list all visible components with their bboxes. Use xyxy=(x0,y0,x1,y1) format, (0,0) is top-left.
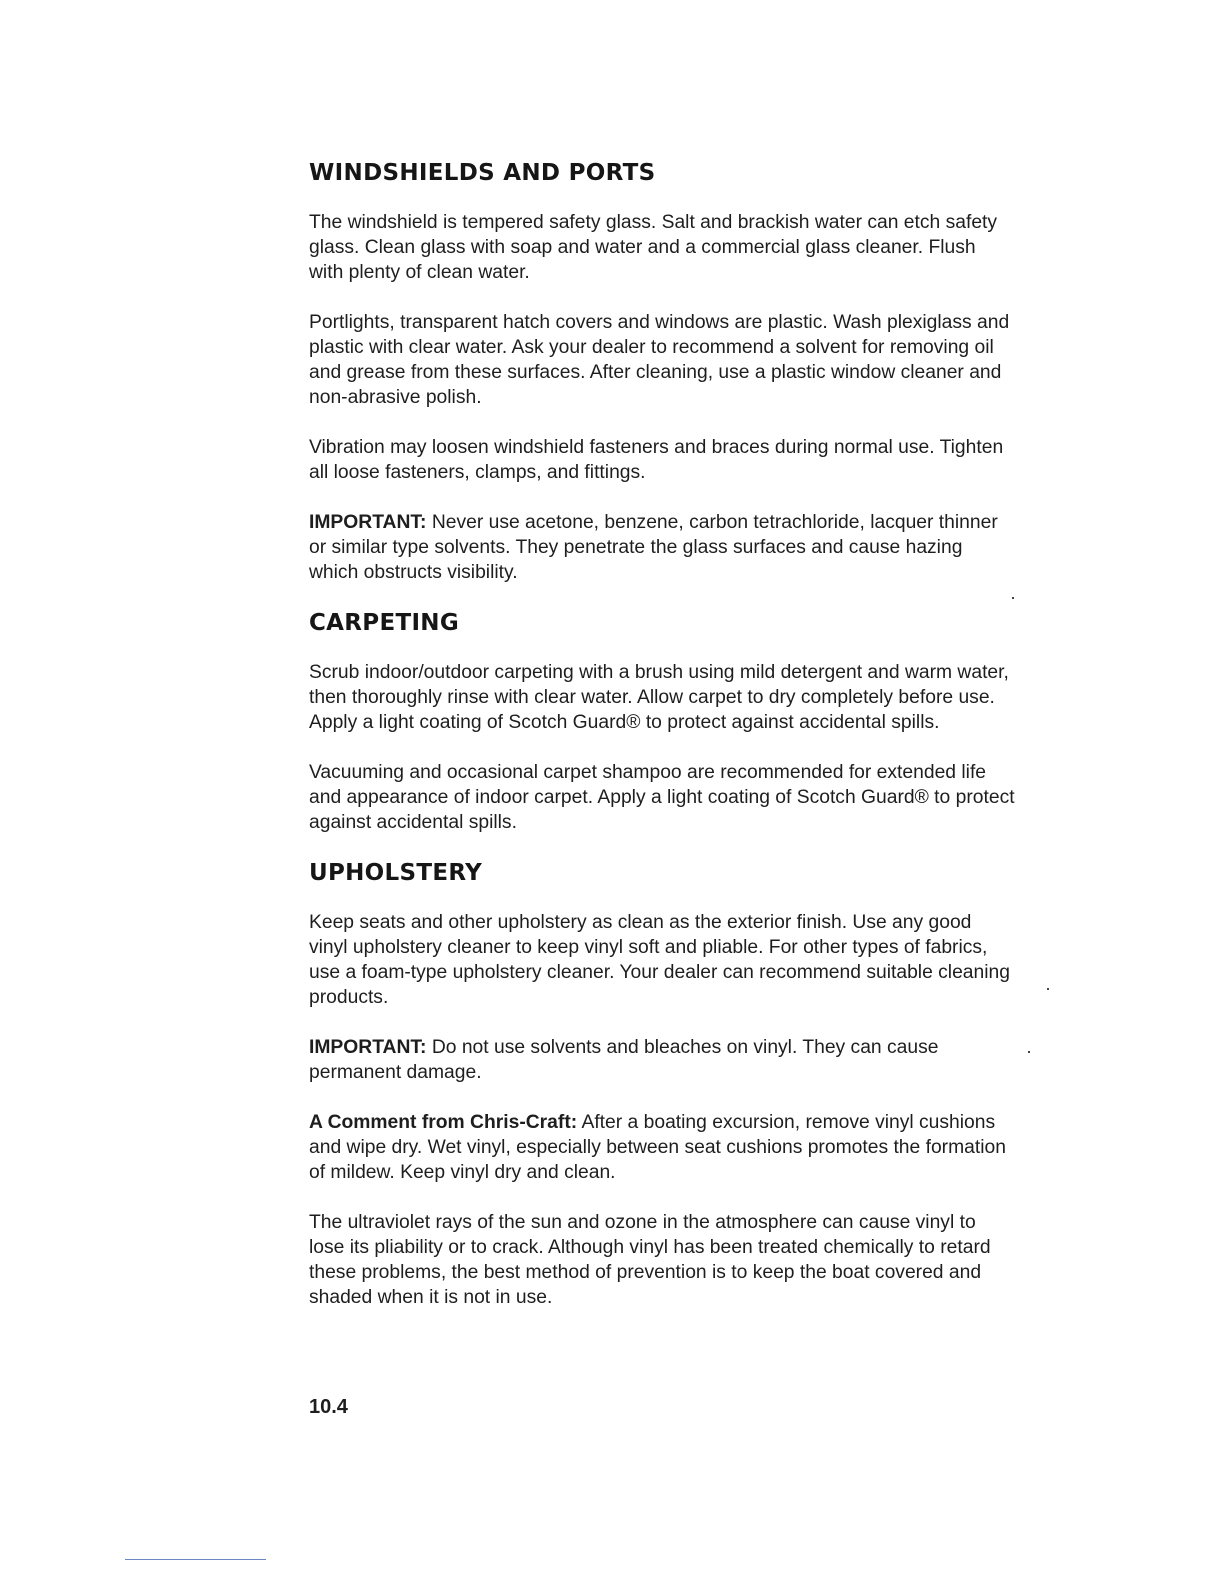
paragraph xyxy=(309,1210,1015,1310)
paragraph xyxy=(309,910,1015,1010)
paragraph xyxy=(309,435,1015,485)
paragraph-text: Do not use solvents and bleaches on vinyl. They can cause permanent damage. xyxy=(309,1037,939,1083)
paragraph xyxy=(309,660,1015,735)
important-label: IMPORTANT: xyxy=(309,1037,427,1058)
comment-note xyxy=(309,1110,1015,1185)
paragraph-text: After a boating excursion, remove vinyl cushions and wipe dry. Wet vinyl, especially between seat cushions promotes the formation of mildew. Keep vinyl dry and clean. xyxy=(309,1112,1006,1183)
page-content xyxy=(309,160,1015,1335)
section-carpeting xyxy=(309,610,1015,835)
paragraph xyxy=(309,210,1015,285)
paragraph-text: Vacuuming and occasional carpet shampoo are recommended for extended life and appearance of indoor carpet. Apply a light coating of Scotch Guard® to protect against accidental spills. xyxy=(309,762,1015,833)
important-note xyxy=(309,1035,1015,1085)
paragraph-text: Portlights, transparent hatch covers and windows are plastic. Wash plexiglass and plastic with clear water. Ask your dealer to recommend a solvent for removing oil and grease from these surfaces. After cleaning, use a plastic window cleaner and non-abrasive polish. xyxy=(309,312,1010,408)
paragraph-text: Keep seats and other upholstery as clean as the exterior finish. Use any good vinyl upholstery cleaner to keep vinyl soft and pliable. For other types of fabrics, use a foam-type upholstery cleaner. Your dealer can recommend suitable cleaning products. xyxy=(309,912,1010,1008)
paragraph-text: The windshield is tempered safety glass. Salt and brackish water can etch safety glass. Clean glass with soap and water and a commercial glass cleaner. Flush with plenty of clean water. xyxy=(309,212,998,283)
important-note xyxy=(309,510,1015,585)
scan-edge-line xyxy=(125,1559,266,1560)
comment-label: A Comment from Chris-Craft: xyxy=(309,1112,578,1133)
paragraph-text: Vibration may loosen windshield fasteners and braces during normal use. Tighten all loose fasteners, clamps, and fittings. xyxy=(309,437,1004,483)
paragraph-text: Scrub indoor/outdoor carpeting with a brush using mild detergent and warm water, then thoroughly rinse with clear water. Allow carpet to dry completely before use. Apply a light coating of Scotch Guard® to protect against accidental spills. xyxy=(309,662,1009,733)
paragraph xyxy=(309,310,1015,410)
important-label: IMPORTANT: xyxy=(309,512,427,533)
paragraph-text: The ultraviolet rays of the sun and ozone in the atmosphere can cause vinyl to lose its pliability or to crack. Although vinyl has been treated chemically to retard these problems, the best method of prevention is to keep the boat covered and shaded when it is not in use. xyxy=(309,1212,991,1308)
page-number: 10.4 xyxy=(309,1396,348,1418)
paragraph-text: Never use acetone, benzene, carbon tetrachloride, lacquer thinner or similar type solvents. They penetrate the glass surfaces and cause hazing which obstructs visibility. xyxy=(309,512,998,583)
paragraph xyxy=(309,760,1015,835)
section-windshields-and-ports xyxy=(309,160,1015,585)
section-heading: UPHOLSTERY xyxy=(309,860,483,886)
section-upholstery xyxy=(309,860,1015,1310)
section-heading: WINDSHIELDS AND PORTS xyxy=(309,160,656,186)
scan-speck xyxy=(1012,597,1014,599)
scan-speck xyxy=(1047,988,1049,990)
section-heading: CARPETING xyxy=(309,610,460,636)
scan-speck xyxy=(1028,1051,1030,1053)
